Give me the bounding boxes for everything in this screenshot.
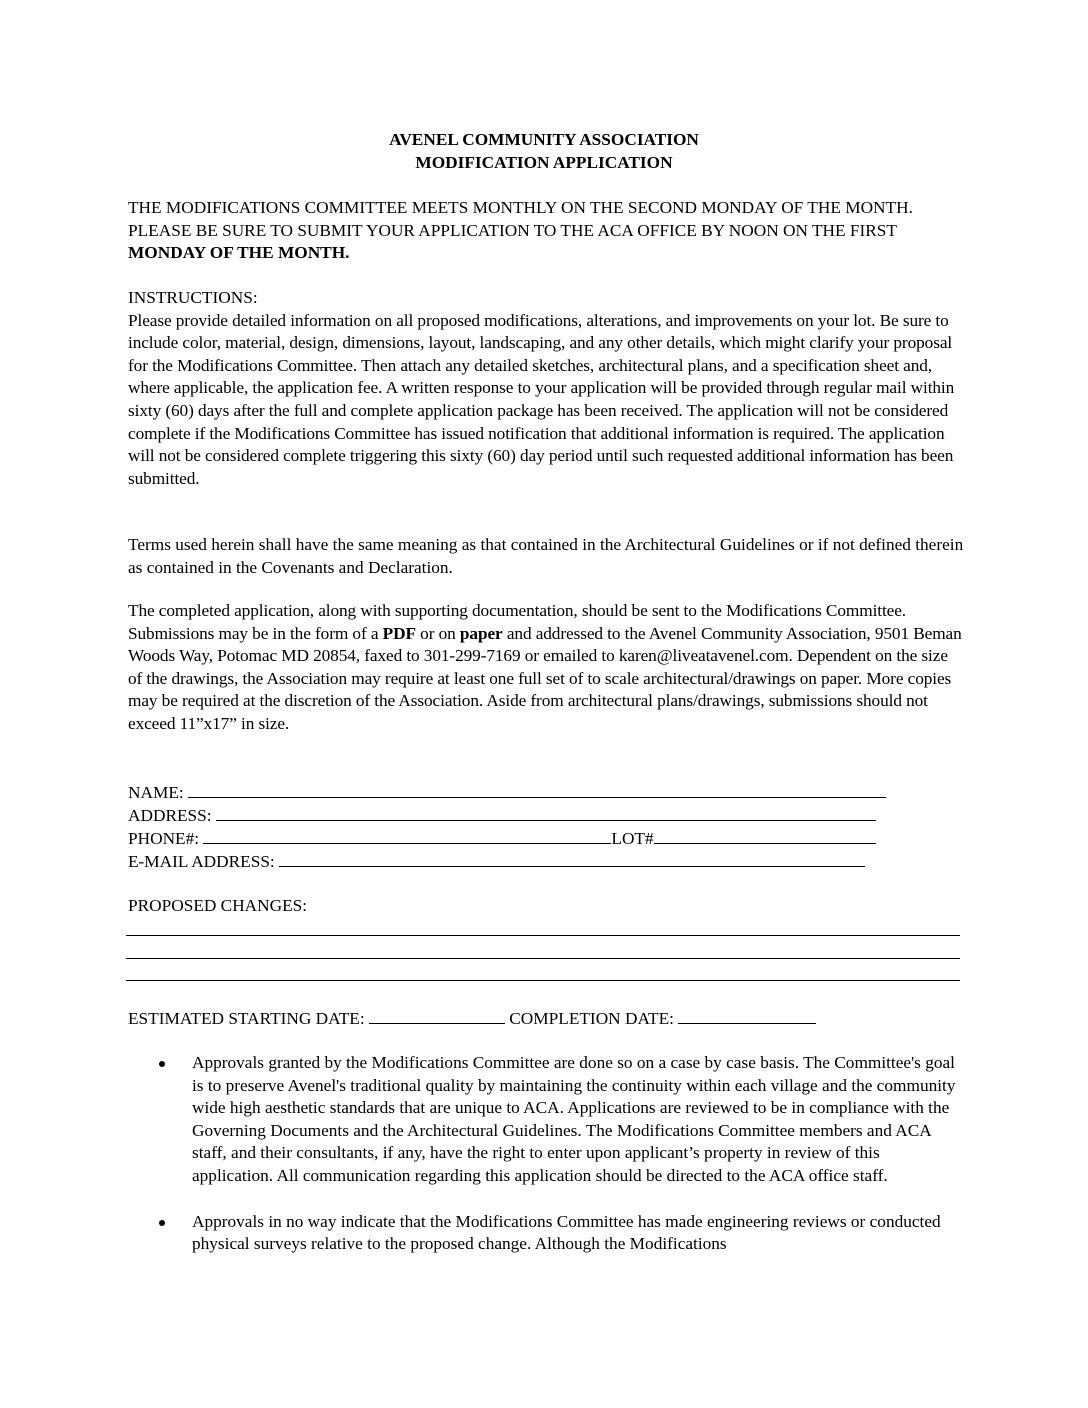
dates-row [128,1006,816,1028]
meeting-notice [128,197,964,265]
completion-date-field[interactable] [678,1006,816,1024]
submission-text-1: The completed application, along with supporting documentation, should be sent to the Modifications Committee. Submissions may be in the form of a [128,601,907,643]
proposed-changes-row [128,895,307,917]
phone-label: PHONE#: [128,829,200,848]
lot-label: LOT# [611,829,654,848]
bullet-icon [159,1061,165,1067]
bullet-icon [159,1220,165,1226]
lot-field[interactable] [654,826,876,844]
address-field[interactable] [216,803,876,821]
phone-lot-row [128,826,876,848]
submission-paragraph [128,600,964,736]
start-date-field[interactable] [369,1006,505,1024]
submission-text-2: or on [415,623,460,643]
conditions-list [128,1052,964,1256]
instructions-section [128,287,964,490]
start-date-label: ESTIMATED STARTING DATE: [128,1009,365,1028]
name-label: NAME: [128,783,184,802]
proposed-changes-line-2[interactable] [126,958,960,959]
name-row [128,780,886,802]
email-row [128,849,865,871]
notice-emphasis: MONDAY OF THE MONTH. [128,243,350,263]
paper-emphasis: paper [459,623,503,643]
instructions-heading: INSTRUCTIONS: [128,288,258,307]
list-item [128,1052,964,1188]
form-title: MODIFICATION APPLICATION [415,153,673,172]
notice-text: THE MODIFICATIONS COMMITTEE MEETS MONTHLY ON THE SECOND MONDAY OF THE MONTH. PLEASE BE SURE TO SUBMIT YOUR APPLICATION TO THE ACA OFFICE BY NOON ON THE FIRST [128,198,913,240]
pdf-emphasis: PDF [382,623,416,643]
proposed-changes-line-1[interactable] [126,935,960,936]
completion-date-label: COMPLETION DATE: [509,1009,674,1028]
list-item [128,1211,964,1256]
address-label: ADDRESS: [128,806,212,825]
proposed-changes-line-3[interactable] [126,980,960,981]
phone-field[interactable] [203,826,611,844]
condition-text: Approvals granted by the Modifications Committee are done so on a case by case basis. The Committee's goal is to preserve Avenel's traditional quality by maintaining the continuity within each village and the community wide high aesthetic standards that are unique to ACA. Applications are reviewed to be in compliance with the Governing Documents and the Architectural Guidelines. The Modifications Committee members and ACA staff, and their consultants, if any, have the right to enter upon applicant’s property in review of this application. All communication regarding this application should be directed to the ACA office staff. [192,1053,956,1185]
address-row [128,803,876,825]
association-title: AVENEL COMMUNITY ASSOCIATION [389,130,699,149]
instructions-body: Please provide detailed information on all proposed modifications, alterations, and improvements on your lot. Be sure to include color, material, design, dimensions, layout, landscaping, and any other details, which might clarify your proposal for the Modifications Committee. Then attach any detailed sketches, architectural plans, and a specification sheet and, where applicable, the application fee. A written response to your application will be provided through regular mail within sixty (60) days after the full and complete application package has been received. The application will not be considered complete if the Modifications Committee has issued notification that additional information is required. The application will not be considered complete triggering this sixty (60) day period until such requested additional information has been submitted. [128,310,955,488]
name-field[interactable] [188,780,886,798]
email-label: E-MAIL ADDRESS: [128,852,275,871]
terms-paragraph [128,534,964,579]
proposed-changes-label: PROPOSED CHANGES: [128,896,308,915]
terms-text: Terms used herein shall have the same meaning as that contained in the Architectural Guidelines or if not defined therein as contained in the Covenants and Declaration. [128,535,964,577]
submission-text-3: and addressed to the Avenel Community Association, 9501 Beman Woods Way, Potomac MD 20854, faxed to 301-299-7169 or emailed to karen@liveatavenel.com. Dependent on the size of the drawings, the Association may require at least one full set of to scale architectural/drawings on paper. More copies may be required at the discretion of the Association. Aside from architectural plans/drawings, submissions should not exceed 11”x17” in size. [128,623,962,733]
email-field[interactable] [279,849,865,867]
condition-text: Approvals in no way indicate that the Modifications Committee has made engineering reviews or conducted physical surveys relative to the proposed change. Although the Modifications [192,1211,941,1254]
